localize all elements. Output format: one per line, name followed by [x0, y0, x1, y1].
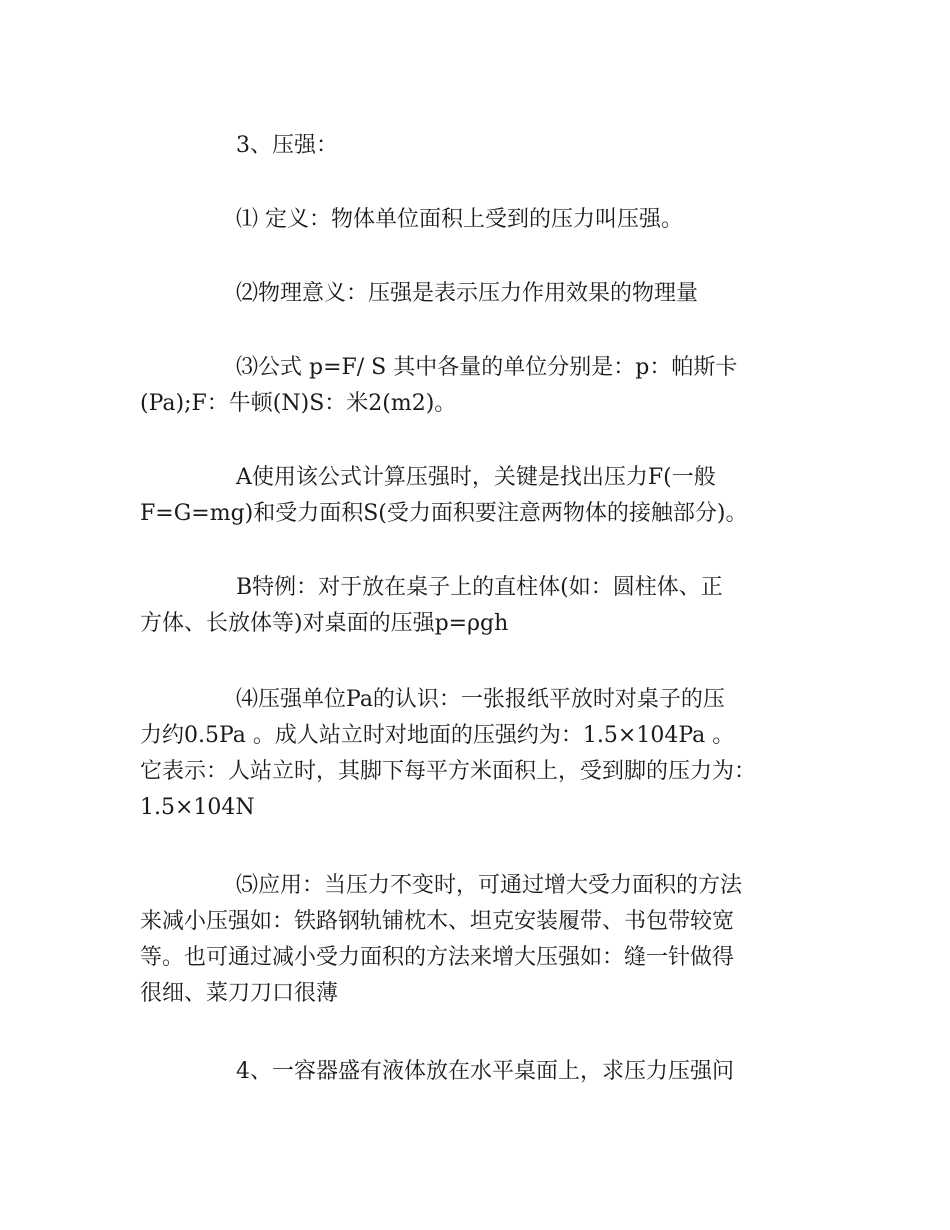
section-4-heading-text: 4、一容器盛有液体放在水平桌面上，求压力压强问 — [236, 1059, 734, 1084]
paragraph-b-line-1: B特例：对于放在桌子上的直柱体(如：圆柱体、正 — [236, 575, 723, 600]
paragraph-a-line-1: A使用该公式计算压强时，关键是找出压力F(一般 — [236, 465, 716, 490]
section-3-heading-text: 3、压强： — [236, 133, 338, 158]
formula-text-line-1: ⑶公式 p=F/ S 其中各量的单位分别是：p：帕斯卡 — [236, 355, 738, 380]
paragraph-a — [140, 460, 830, 532]
paragraph-application — [140, 868, 830, 1012]
paragraph-pa-unit — [140, 682, 830, 826]
section-3-heading — [140, 128, 830, 164]
application-line-1: ⑸应用：当压力不变时，可通过增大受力面积的方法 — [236, 873, 743, 898]
application-line-3: 等。也可通过减小受力面积的方法来增大压强如：缝一针做得 — [140, 945, 735, 970]
paragraph-definition — [140, 202, 830, 238]
paragraph-formula — [140, 350, 830, 422]
paragraph-b-line-2: 方体、长放体等)对桌面的压强p=ρgh — [140, 611, 509, 636]
application-line-2: 来减小压强如：铁路钢轨铺枕木、坦克安装履带、书包带较宽 — [140, 909, 735, 934]
paragraph-physical-meaning — [140, 276, 830, 312]
paragraph-a-line-2: F=G=mg)和受力面积S(受力面积要注意两物体的接触部分)。 — [140, 501, 748, 526]
pa-unit-line-1: ⑷压强单位Pa的认识：一张报纸平放时对桌子的压 — [236, 687, 725, 712]
physical-meaning-text: ⑵物理意义：压强是表示压力作用效果的物理量 — [236, 281, 699, 306]
definition-text: ⑴ 定义：物体单位面积上受到的压力叫压强。 — [236, 207, 683, 232]
pa-unit-line-4: 1.5×104N — [140, 795, 255, 820]
paragraph-b — [140, 570, 830, 642]
section-4-heading — [140, 1054, 830, 1090]
formula-text-line-2: (Pa);F：牛顿(N)S：米2(m2)。 — [140, 391, 457, 416]
application-line-4: 很细、菜刀刀口很薄 — [140, 981, 339, 1006]
pa-unit-line-2: 力约0.5Pa 。成人站立时对地面的压强约为：1.5×104Pa 。 — [140, 723, 735, 748]
pa-unit-line-3: 它表示：人站立时，其脚下每平方米面积上，受到脚的压力为： — [140, 759, 757, 784]
